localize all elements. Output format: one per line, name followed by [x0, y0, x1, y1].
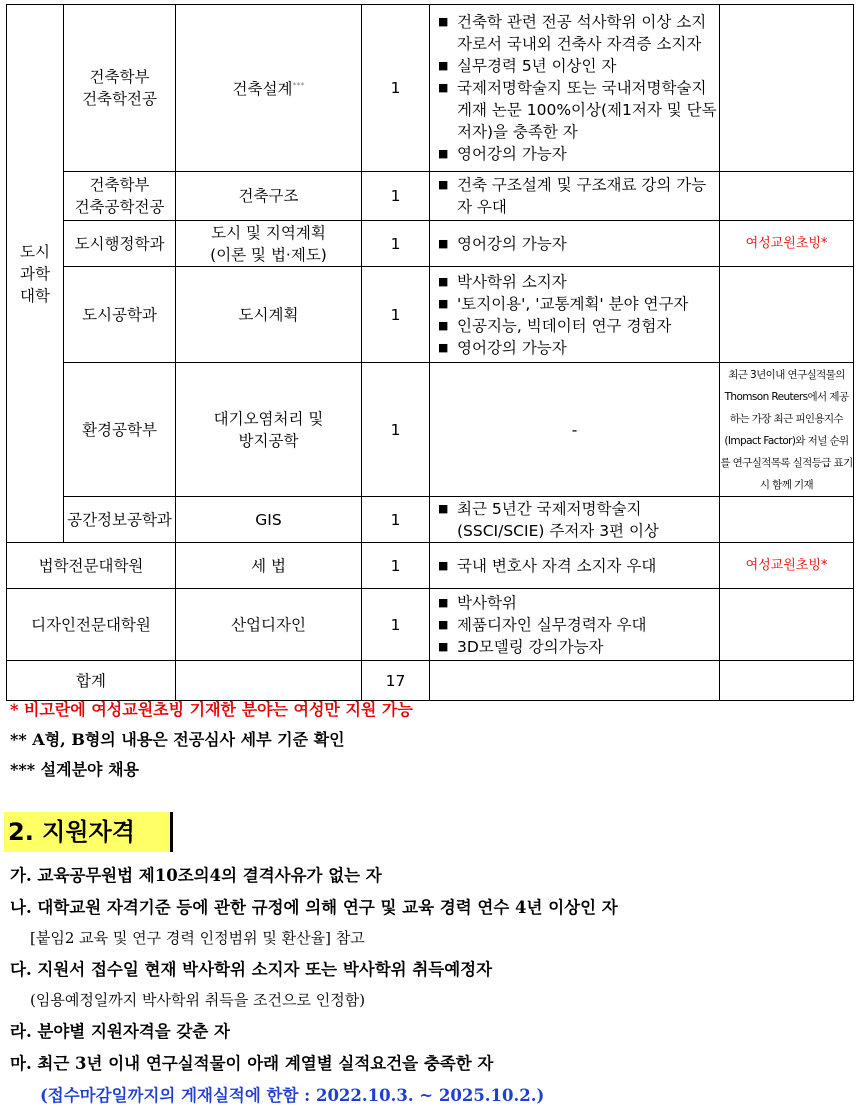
total-count: 17 [362, 661, 430, 701]
list-item: ■ 건축학 관련 전공 석사학위 이상 소지자로서 국내외 건축사 자격증 소지자 [438, 11, 719, 55]
field-cell: 세 법 [176, 543, 362, 589]
list-item: ■ 건축 구조설계 및 구조재료 강의 가능자 우대 [438, 174, 719, 218]
list-item: ■ 3D모델링 강의가능자 [438, 636, 719, 658]
list-item: ■ 최근 5년간 국제저명학술지 (SSCI/SCIE) 주저자 3편 이상 [438, 498, 719, 542]
field-cell: GIS [176, 497, 362, 543]
position-table [6, 4, 854, 701]
table-row [7, 497, 854, 543]
list-item-note: (임용예정일까지 박사학위 취득을 조건으로 인정함) [30, 991, 366, 1009]
note-type-criteria: ** A형, B형의 내용은 전공심사 세부 기준 확인 [10, 730, 345, 749]
remark-cell [720, 589, 854, 661]
list-item: 다. 지원서 접수일 현재 박사학위 소지자 또는 박사학위 취득예정자 [10, 960, 493, 979]
list-item-note: (접수마감일까지의 게재실적에 한함 : 2022.10.3. ~ 2025.10.2.) [40, 1086, 545, 1105]
count-cell: 1 [362, 363, 430, 497]
requirements-cell [430, 267, 720, 363]
requirements-cell [430, 543, 720, 589]
count-cell: 1 [362, 497, 430, 543]
list-item: ■ 제품디자인 실무경력자 우대 [438, 614, 719, 636]
college-cell: 도시 과학 대학 [7, 5, 64, 543]
count-cell: 1 [362, 543, 430, 589]
list-item: ■ 박사학위 소지자 [438, 271, 719, 293]
table-row [7, 172, 854, 221]
remark-cell: 여성교원초빙* [720, 543, 854, 589]
count-cell: 1 [362, 172, 430, 221]
requirements-cell [430, 497, 720, 543]
requirements-cell [430, 589, 720, 661]
total-label: 합계 [7, 661, 176, 701]
remark-cell: 여성교원초빙* [720, 221, 854, 267]
table-row [7, 267, 854, 363]
qualification-list [10, 860, 618, 1112]
count-cell: 1 [362, 221, 430, 267]
list-item: ■ 인공지능, 빅데이터 연구 경험자 [438, 315, 719, 337]
list-item: ■ 국제저명학술지 또는 국내저명학술지 게재 논문 100%이상(제1저자 및 단독저자)을 충족한 자 [438, 77, 719, 143]
table-row [7, 589, 854, 661]
list-item: ■ 영어강의 가능자 [438, 143, 719, 165]
requirements-cell [430, 661, 720, 701]
list-item: ■ 영어강의 가능자 [438, 337, 719, 359]
field-cell: 도시 및 지역계획 (이론 및 법·제도) [176, 221, 362, 267]
remark-cell [720, 661, 854, 701]
department-cell: 건축학부 건축학전공 [64, 5, 176, 172]
department-cell: 디자인전문대학원 [7, 589, 176, 661]
remark-cell [720, 172, 854, 221]
field-cell: 도시계획 [176, 267, 362, 363]
requirements-cell [430, 5, 720, 172]
requirements-cell [430, 172, 720, 221]
department-cell: 도시공학과 [64, 267, 176, 363]
field-cell: 대기오염처리 및 방지공학 [176, 363, 362, 497]
section-title: 2. 지원자격 [4, 812, 173, 852]
list-item: ■ 영어강의 가능자 [438, 233, 719, 255]
count-cell: 1 [362, 267, 430, 363]
table-row [7, 543, 854, 589]
list-item: ■ 국내 변호사 자격 소지자 우대 [438, 555, 719, 577]
department-cell: 건축학부 건축공학전공 [64, 172, 176, 221]
department-cell: 도시행정학과 [64, 221, 176, 267]
field-cell: 산업디자인 [176, 589, 362, 661]
field-cell: 건축구조 [176, 172, 362, 221]
note-design-field: *** 설계분야 채용 [10, 760, 139, 779]
remark-cell: 최근 3년이내 연구실적물의 Thomson Reuters에서 제공하는 가장 최근 피인용지수(Impact Factor)와 저널 순위를 연구실적목록 실적등급 표기 시 함께 기재 [720, 363, 854, 497]
requirements-cell [430, 221, 720, 267]
requirements-cell: - [430, 363, 720, 497]
list-item-note: [붙임2 교육 및 연구 경력 인정범위 및 환산율] 참고 [30, 929, 365, 947]
list-item: ■ 실무경력 5년 이상인 자 [438, 55, 719, 77]
table-row [7, 221, 854, 267]
remark-cell [720, 497, 854, 543]
note-women-only: * 비고란에 여성교원초빙 기재한 분야는 여성만 지원 가능 [10, 700, 413, 719]
field-cell: 건축설계*** [176, 5, 362, 172]
field-mark: *** [292, 81, 305, 91]
list-item: 라. 분야별 지원자격을 갖춘 자 [10, 1022, 230, 1041]
table-row [7, 363, 854, 497]
list-item: ■ '토지이용', '교통계획' 분야 연구자 [438, 293, 719, 315]
count-cell: 1 [362, 589, 430, 661]
table-row [7, 5, 854, 172]
count-cell: 1 [362, 5, 430, 172]
list-item: ■ 박사학위 [438, 592, 719, 614]
remark-cell [720, 267, 854, 363]
list-item: 가. 교육공무원법 제10조의4의 결격사유가 없는 자 [10, 866, 382, 885]
remark-cell [720, 5, 854, 172]
department-cell: 공간정보공학과 [64, 497, 176, 543]
department-cell: 환경공학부 [64, 363, 176, 497]
list-item: 마. 최근 3년 이내 연구실적물이 아래 계열별 실적요건을 충족한 자 [10, 1054, 494, 1073]
department-cell: 법학전문대학원 [7, 543, 176, 589]
table-notes [10, 695, 413, 785]
list-item: 나. 대학교원 자격기준 등에 관한 규정에 의해 연구 및 교육 경력 연수 4년 이상인 자 [10, 898, 618, 917]
